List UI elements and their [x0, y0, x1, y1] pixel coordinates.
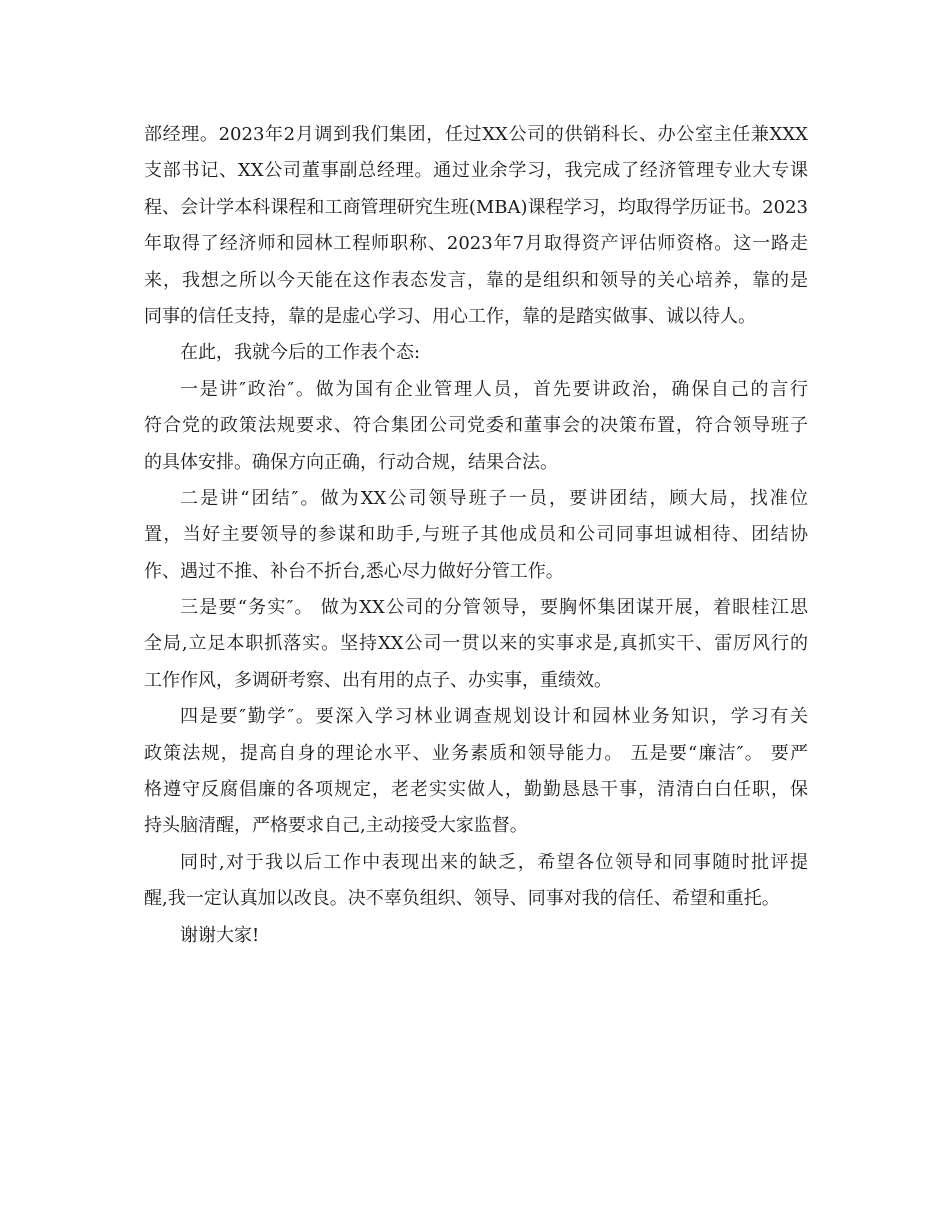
text-line: 符合党的政策法规要求、符合集团公司党委和董事会的决策布置，符合领导班子 — [144, 415, 808, 437]
text-line: 作、遇过不推、补台不折台,悉心尽力做好分管工作。 — [144, 560, 564, 582]
text-line: 谢谢大家! — [180, 924, 260, 946]
text-line: 醒,我一定认真加以改良。决不辜负组织、领导、同事对我的信任、希望和重托。 — [144, 888, 780, 910]
text-line: 来，我想之所以今天能在这作表态发言，靠的是组织和领导的关心培养，靠的是 — [144, 269, 808, 291]
text-line: 程、会计学本科课程和工商管理研究生班(MBA)课程学习，均取得学历证书。2023 — [144, 196, 808, 218]
text-line: 持头脑清醒，严格要求自己,主动接受大家监督。 — [144, 815, 528, 837]
text-line: 一是讲″政治″。做为国有企业管理人员，首先要讲政治，确保自己的言行 — [180, 378, 808, 400]
text-line: 政策法规，提高自身的理论水平、业务素质和领导能力。 五是要“廉洁″。 要严 — [144, 742, 808, 764]
document-body — [144, 117, 808, 954]
text-line: 同时,对于我以后工作中表现出来的缺乏，希望各位领导和同事随时批评提 — [180, 851, 808, 873]
text-line: 的具体安排。确保方向正确，行动合规，结果合法。 — [144, 451, 558, 473]
text-line: 全局,立足本职抓落实。坚持XX公司一贯以来的实事求是,真抓实干、雷厉风行的 — [144, 633, 808, 655]
text-line: 格遵守反腐倡廉的各项规定，老老实实做人，勤勤恳恳干事，清清白白任职，保 — [144, 779, 808, 801]
text-line: 三是要“务实″。 做为XX公司的分管领导，要胸怀集团谋开展，着眼桂江思 — [180, 597, 808, 619]
text-line: 置，当好主要领导的参谋和助手,与班子其他成员和公司同事坦诚相待、团结协 — [144, 524, 808, 546]
text-line: 二是讲“团结″。做为XX公司领导班子一员，要讲团结，顾大局，找准位 — [180, 487, 808, 509]
text-line: 在此，我就今后的工作表个态: — [180, 342, 421, 364]
text-line: 同事的信任支持，靠的是虚心学习、用心工作，靠的是踏实做事、诚以待人。 — [144, 305, 756, 327]
text-line: 四是要″勤学″。要深入学习林业调查规划设计和园林业务知识，学习有关 — [180, 706, 808, 728]
text-line: 工作作风，多调研考察、出有用的点子、办实事，重绩效。 — [144, 669, 612, 691]
text-line: 年取得了经济师和园林工程师职称、2023年7月取得资产评估师资格。这一路走 — [144, 233, 808, 255]
text-line: 部经理。2023年2月调到我们集团，任过XX公司的供销科长、办公室主任兼XXX — [144, 124, 808, 145]
text-line: 支部书记、XX公司董事副总经理。通过业余学习，我完成了经济管理专业大专课 — [144, 160, 808, 182]
